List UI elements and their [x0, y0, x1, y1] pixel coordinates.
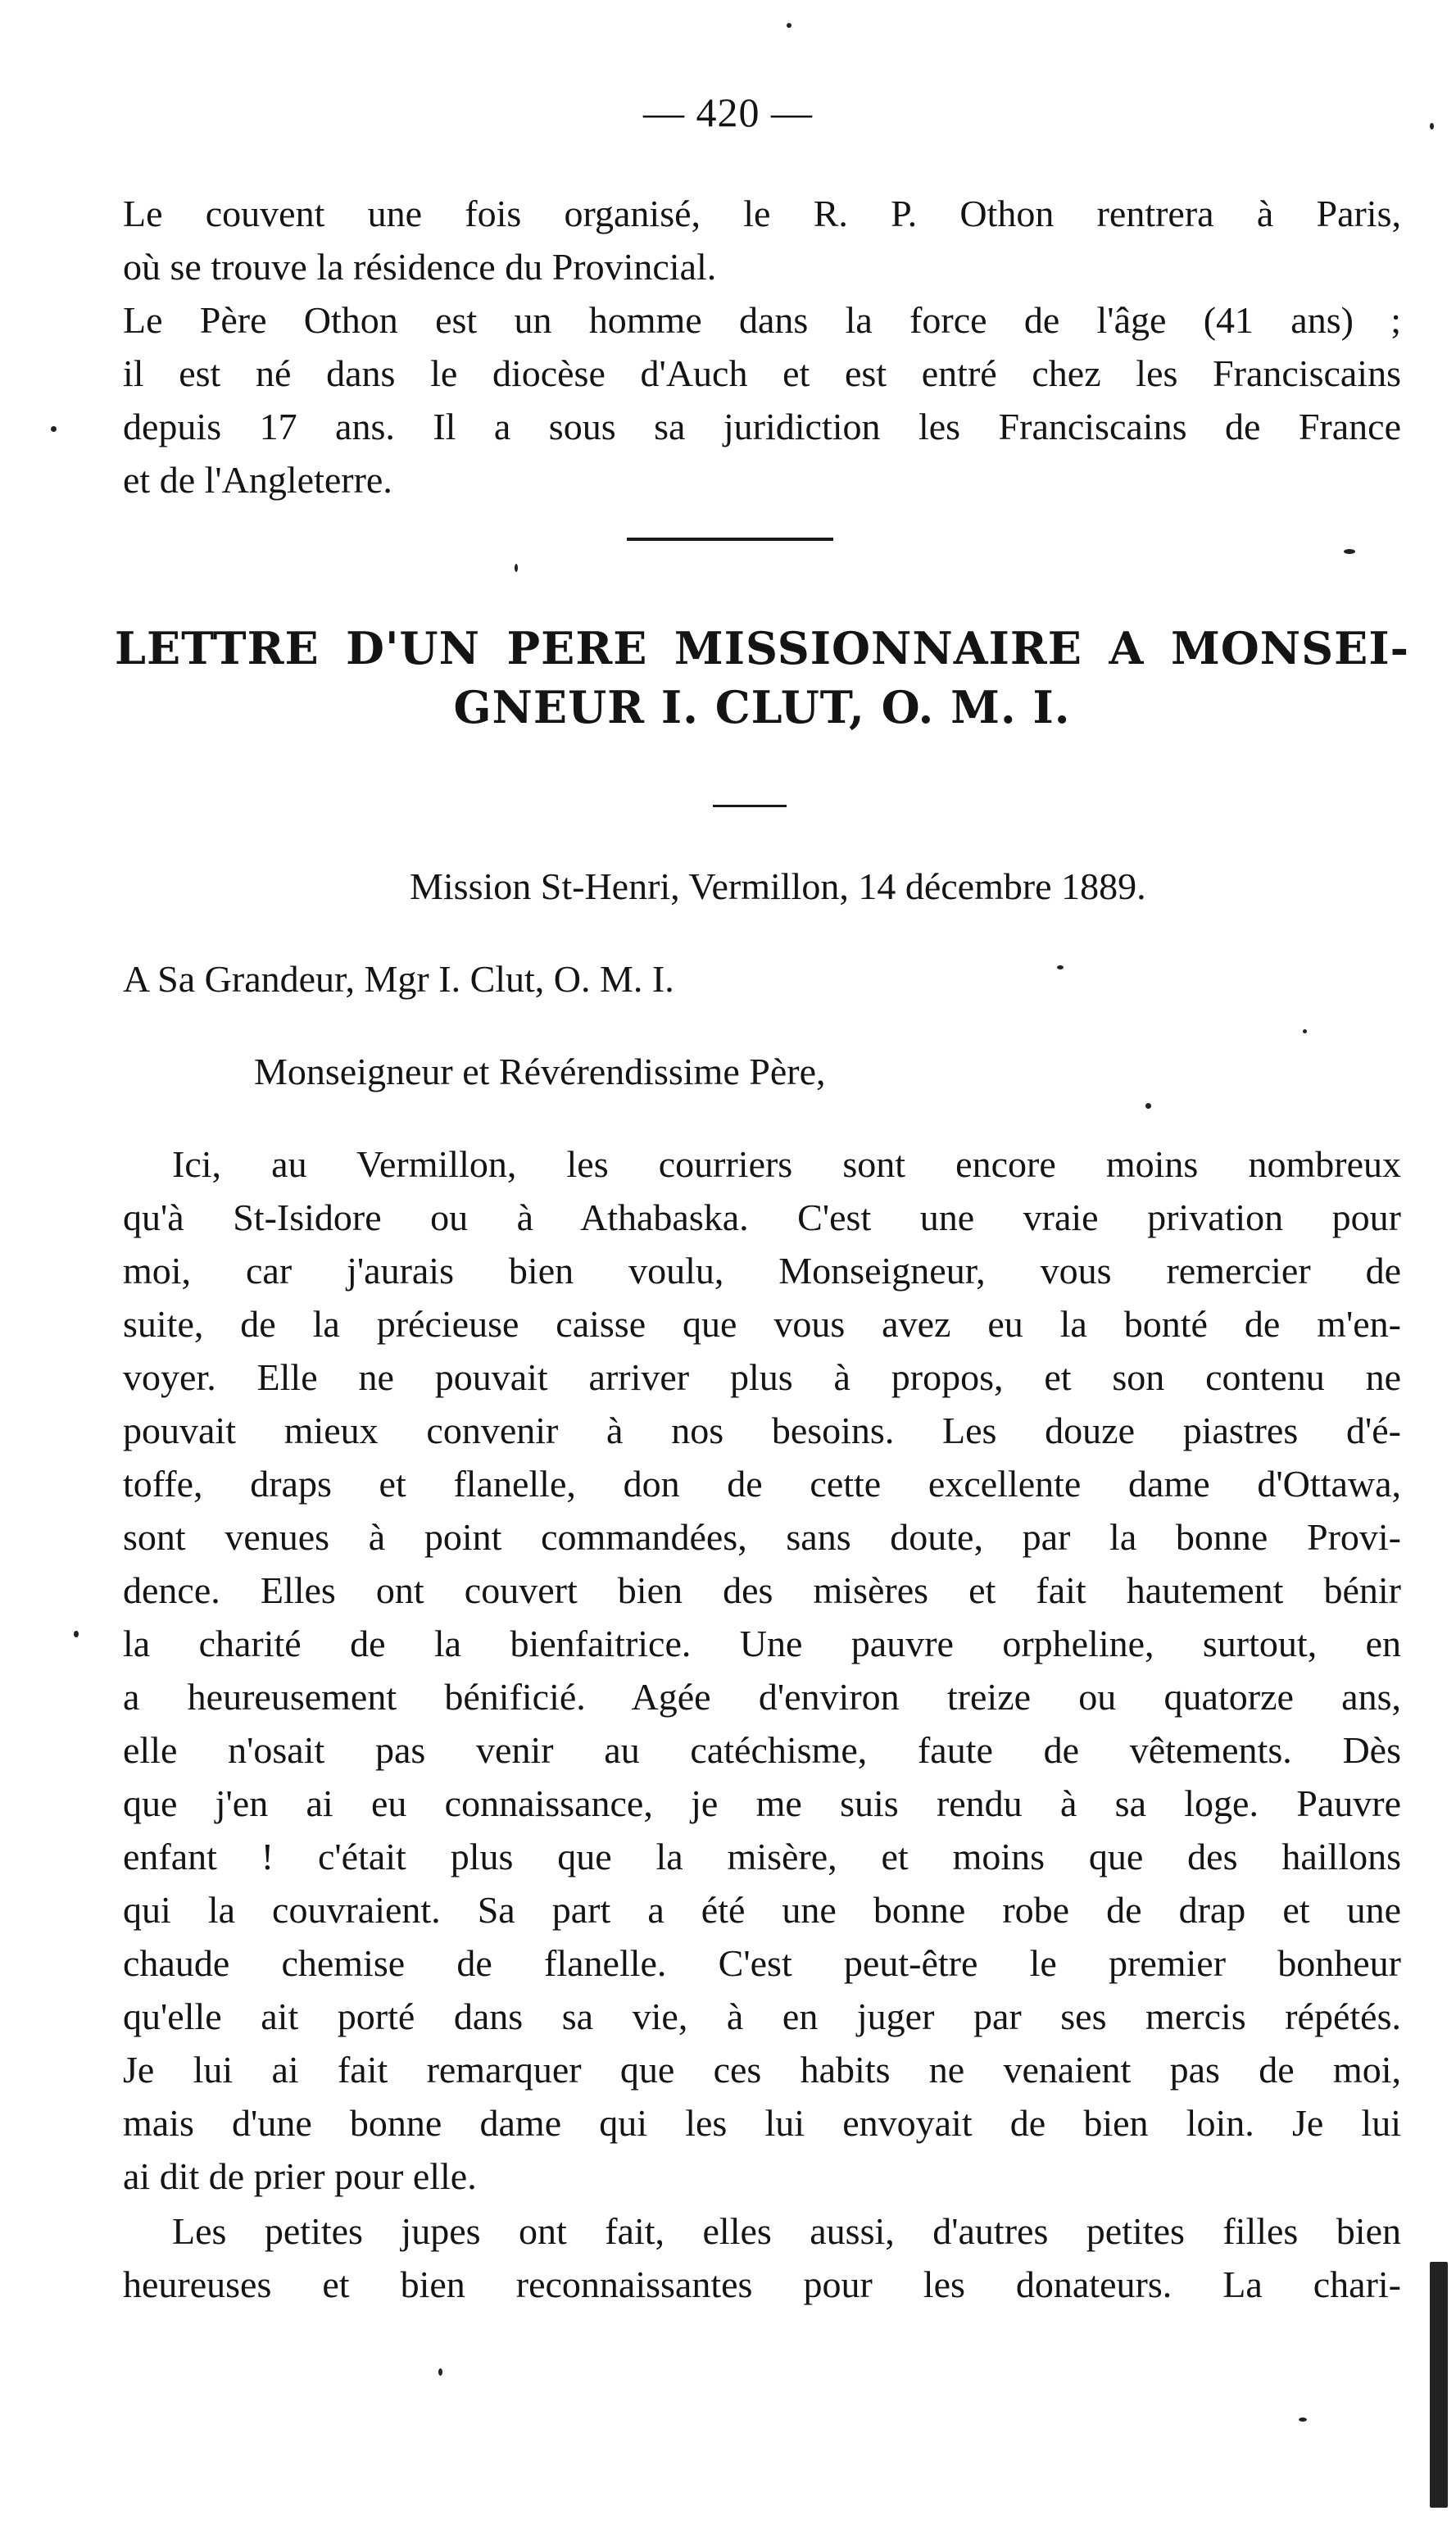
heading-underline [713, 805, 787, 807]
scan-speck [1303, 1029, 1307, 1033]
text-line: heureuses et bien reconnaissantes pour les donateurs. La chari- [123, 2263, 1401, 2305]
salutation: Monseigneur et Révérendissime Père, [254, 1051, 826, 1092]
text-line: Le couvent une fois organisé, le R. P. Othon rentrera à Paris, [123, 193, 1401, 234]
text-line: suite, de la précieuse caisse que vous avez eu la bonté de m'en- [123, 1303, 1401, 1345]
text-line: sont venues à point commandées, sans doute, par la bonne Provi- [123, 1516, 1401, 1558]
text-line: chaude chemise de flanelle. C'est peut-être le premier bonheur [123, 1942, 1401, 1984]
address-line: A Sa Grandeur, Mgr I. Clut, O. M. I. [123, 958, 674, 1000]
scan-speck [1057, 965, 1064, 969]
text-line: qu'elle ait porté dans sa vie, à en juger par ses mercis répétés. [123, 1995, 1401, 2037]
scan-speck [1145, 1103, 1151, 1109]
text-line: qui la couvraient. Sa part a été une bonne robe de drap et une [123, 1889, 1401, 1931]
text-line: elle n'osait pas venir au catéchisme, faute de vêtements. Dès [123, 1729, 1401, 1771]
text-line: Les petites jupes ont fait, elles aussi, d'autres petites filles bien [172, 2210, 1401, 2252]
scan-speck [438, 2368, 442, 2376]
letter-paragraph-2 [123, 2204, 1401, 2311]
text-line: ai dit de prier pour elle. [123, 2155, 477, 2197]
dateline: Mission St-Henri, Vermillon, 14 décembre 1889. [410, 865, 1146, 907]
text-line: mais d'une bonne dame qui les lui envoyait de bien loin. Je lui [123, 2102, 1401, 2144]
heading-line-1: LETTRE D'UN PERE MISSIONNAIRE A MONSEI- [115, 622, 1409, 674]
text-line: et de l'Angleterre. [123, 459, 392, 501]
text-line: moi, car j'aurais bien voulu, Monseigneur, vous remercier de [123, 1250, 1401, 1292]
scan-speck [1299, 2418, 1307, 2422]
scan-speck [51, 426, 57, 432]
letter-paragraph-1 [123, 1137, 1401, 2203]
text-line: a heureusement bénificié. Agée d'environ treize ou quatorze ans, [123, 1676, 1401, 1718]
intro-paragraph [123, 187, 1401, 506]
text-line: la charité de la bienfaitrice. Une pauvre orpheline, surtout, en [123, 1623, 1401, 1664]
section-divider [627, 538, 833, 541]
text-line: enfant ! c'était plus que la misère, et moins que des haillons [123, 1836, 1401, 1877]
text-line: Le Père Othon est un homme dans la force de l'âge (41 ans) ; [123, 299, 1401, 341]
text-line: voyer. Elle ne pouvait arriver plus à propos, et son contenu ne [123, 1356, 1401, 1398]
scan-speck [515, 564, 518, 572]
scan-speck [74, 1631, 79, 1637]
scan-speck [787, 23, 792, 28]
text-line: Je lui ai fait remarquer que ces habits ne venaient pas de moi, [123, 2049, 1401, 2091]
article-heading [115, 619, 1409, 737]
page-number: — 420 — [643, 89, 813, 135]
text-line: que j'en ai eu connaissance, je me suis rendu à sa loge. Pauvre [123, 1782, 1401, 1824]
scan-speck [1344, 549, 1355, 554]
text-line: où se trouve la résidence du Provincial. [123, 246, 717, 288]
text-line: toffe, draps et flanelle, don de cette excellente dame d'Ottawa, [123, 1463, 1401, 1505]
text-line: depuis 17 ans. Il a sous sa juridiction les Franciscains de France [123, 406, 1401, 447]
text-line: il est né dans le diocèse d'Auch et est entré chez les Franciscains [123, 352, 1401, 394]
text-line: dence. Elles ont couvert bien des misères et fait hautement bénir [123, 1569, 1401, 1611]
text-line: pouvait mieux convenir à nos besoins. Les douze piastres d'é- [123, 1410, 1401, 1451]
text-line: Ici, au Vermillon, les courriers sont encore moins nombreux [172, 1143, 1401, 1185]
page-edge-shadow [1430, 2262, 1448, 2508]
heading-line-2: GNEUR I. CLUT, O. M. I. [453, 681, 1071, 733]
scan-speck [1430, 123, 1434, 129]
text-line: qu'à St-Isidore ou à Athabaska. C'est une vraie privation pour [123, 1196, 1401, 1238]
